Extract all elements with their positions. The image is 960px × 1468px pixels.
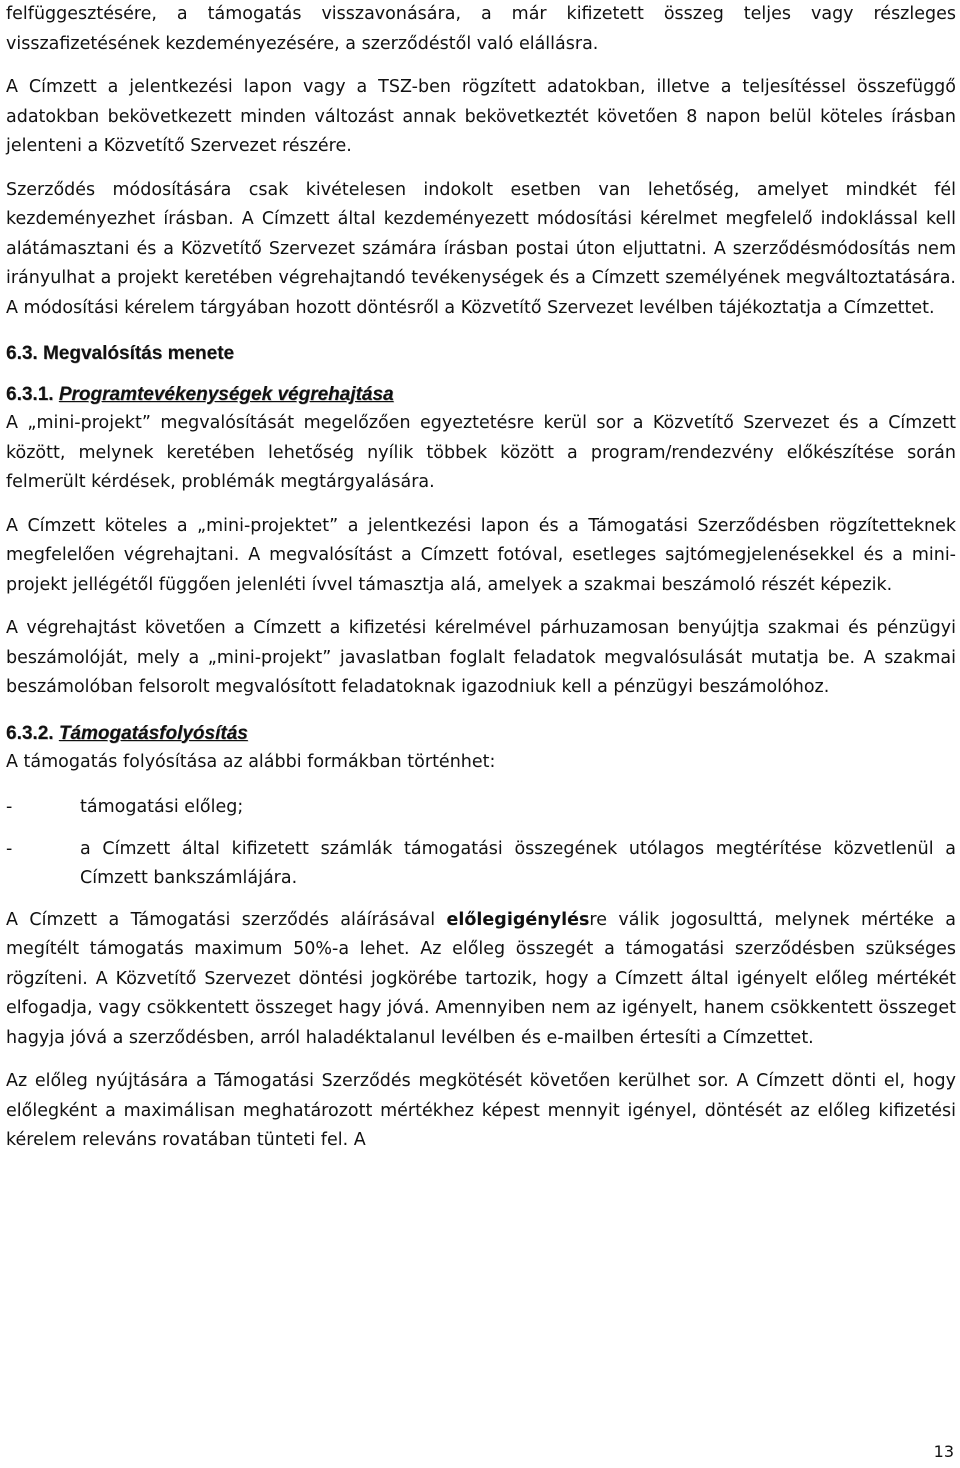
- list-item-text: a Címzett által kifizetett számlák támogatási összegének utólagos megtérítése közvetlenül a Címzett bankszámlájára.: [80, 838, 956, 888]
- section-number: 6.3.1.: [6, 384, 54, 405]
- list-item-text: támogatási előleg;: [80, 797, 244, 817]
- list-dash: -: [6, 838, 13, 859]
- section-title: Megvalósítás menete: [42, 343, 235, 364]
- section-title: Támogatásfolyósítás: [58, 722, 248, 744]
- document-page: [6, 0, 956, 1156]
- section-number: 6.3.: [6, 343, 38, 364]
- paragraph-disbursement-intro: A támogatás folyósítása az alábbi formákban történhet:: [6, 751, 496, 772]
- paragraph-advance-request: [6, 906, 956, 1054]
- section-title: Programtevékenységek végrehajtása: [58, 384, 394, 405]
- paragraph-continuation: felfüggesztésére, a támogatás visszavonására, a már kifizetett összeg teljes vagy részleges visszafizetésének kezdeményezésére, a szerződéstől való elállásra.: [6, 4, 956, 54]
- list-item: [6, 793, 956, 823]
- paragraph-contract-modification: Szerződés módosítására csak kivételesen indokolt esetben van lehetőség, amelyet mindkét fél kezdeményezhet írásban. A Címzett által kezdeményezett módosítási kérelmet megfelelő indoklással kell alátámasztani és a Közvetítő Szervezet számára írásban postai úton eljuttatni. A szerződésmódosítás nem irányulhat a projekt keretében végrehajtandó tevékenységek és a Címzett személyének megváltoztatására. A módosítási kérelem tárgyában hozott döntésről a Közvetítő Szervezet levélben tájékoztatja a Címzettet.: [6, 179, 956, 318]
- list-dash: -: [6, 797, 13, 817]
- paragraph-change-reporting: A Címzett a jelentkezési lapon vagy a TSZ-ben rögzített adatokban, illetve a teljesítéssel összefüggő adatokban bekövetkezett minden változást annak bekövetkeztét követően 8 napon belül köteles írásban jelenteni a Közvetítő Szervezet részére.: [6, 77, 956, 156]
- page-number: 13: [933, 1442, 954, 1461]
- paragraph-implementation-obligation: A Címzett köteles a „mini-projektet” a jelentkezési lapon és a Támogatási Szerződésben rögzítetteknek megfelelően végrehajtani. A megvalósítást a Címzett fotóval, esetleges sajtómegjelenésekkel és a mini-projekt jellégétől függően jelenléti ívvel támasztja alá, amelyek a szakmai beszámoló részét képezik.: [6, 515, 956, 595]
- list-item: [6, 835, 956, 894]
- disbursement-forms-list: [6, 793, 956, 894]
- text-segment: re válik jogosulttá, melynek mértéke a megítélt támogatás maximum 50%-a lehet. Az előleg összegét a támogatási szerződésben szükséges rögzíteni. A Közvetítő Szervezet döntési jogkörébe tartozik, hogy a Címzett által igényelt előleg mértékét elfogadja, vagy csökkentett összeget hagy jóvá. Amennyiben nem az igényelt, hanem csökkentett összeget hagyja jóvá a szerződésben, arról haladéktalanul levélben és e-mailben értesíti a Címzettet.: [6, 909, 956, 1048]
- section-number: 6.3.2.: [6, 722, 54, 744]
- bold-term: előlegigénylés: [446, 909, 590, 930]
- text-segment: A Címzett a Támogatási szerződés aláírásával: [6, 909, 447, 930]
- paragraph-reporting: A végrehajtást követően a Címzett a kifizetési kérelmével párhuzamosan benyújtja szakmai és pénzügyi beszámolóját, mely a „mini-projekt” javaslatban foglalt feladatok megvalósulását mutatja be. A szakmai beszámolóban felsorolt megvalósított feladatoknak igazodniuk kell a pénzügyi beszámolóhoz.: [6, 618, 956, 697]
- section-heading-6-3-2: [6, 719, 956, 748]
- section-heading-6-3-1: [6, 380, 956, 409]
- paragraph-advance-payment: Az előleg nyújtására a Támogatási Szerződés megkötését követően kerülhet sor. A Címzett dönti el, hogy előlegként a maximálisan meghatározott mértékhez képest mennyit igényel, döntését az előleg kifizetési kérelem releváns rovatában tünteti fel. A: [6, 1071, 956, 1150]
- section-heading-6-3: [6, 339, 956, 368]
- paragraph-preliminary-consultation: A „mini-projekt” megvalósítását megelőzően egyeztetésre kerül sor a Közvetítő Szervezet és a Címzett között, melynek keretében lehetőség nyílik többek között a program/rendezvény előkészítése során felmerült kérdések, problémák megtárgyalására.: [6, 413, 956, 492]
